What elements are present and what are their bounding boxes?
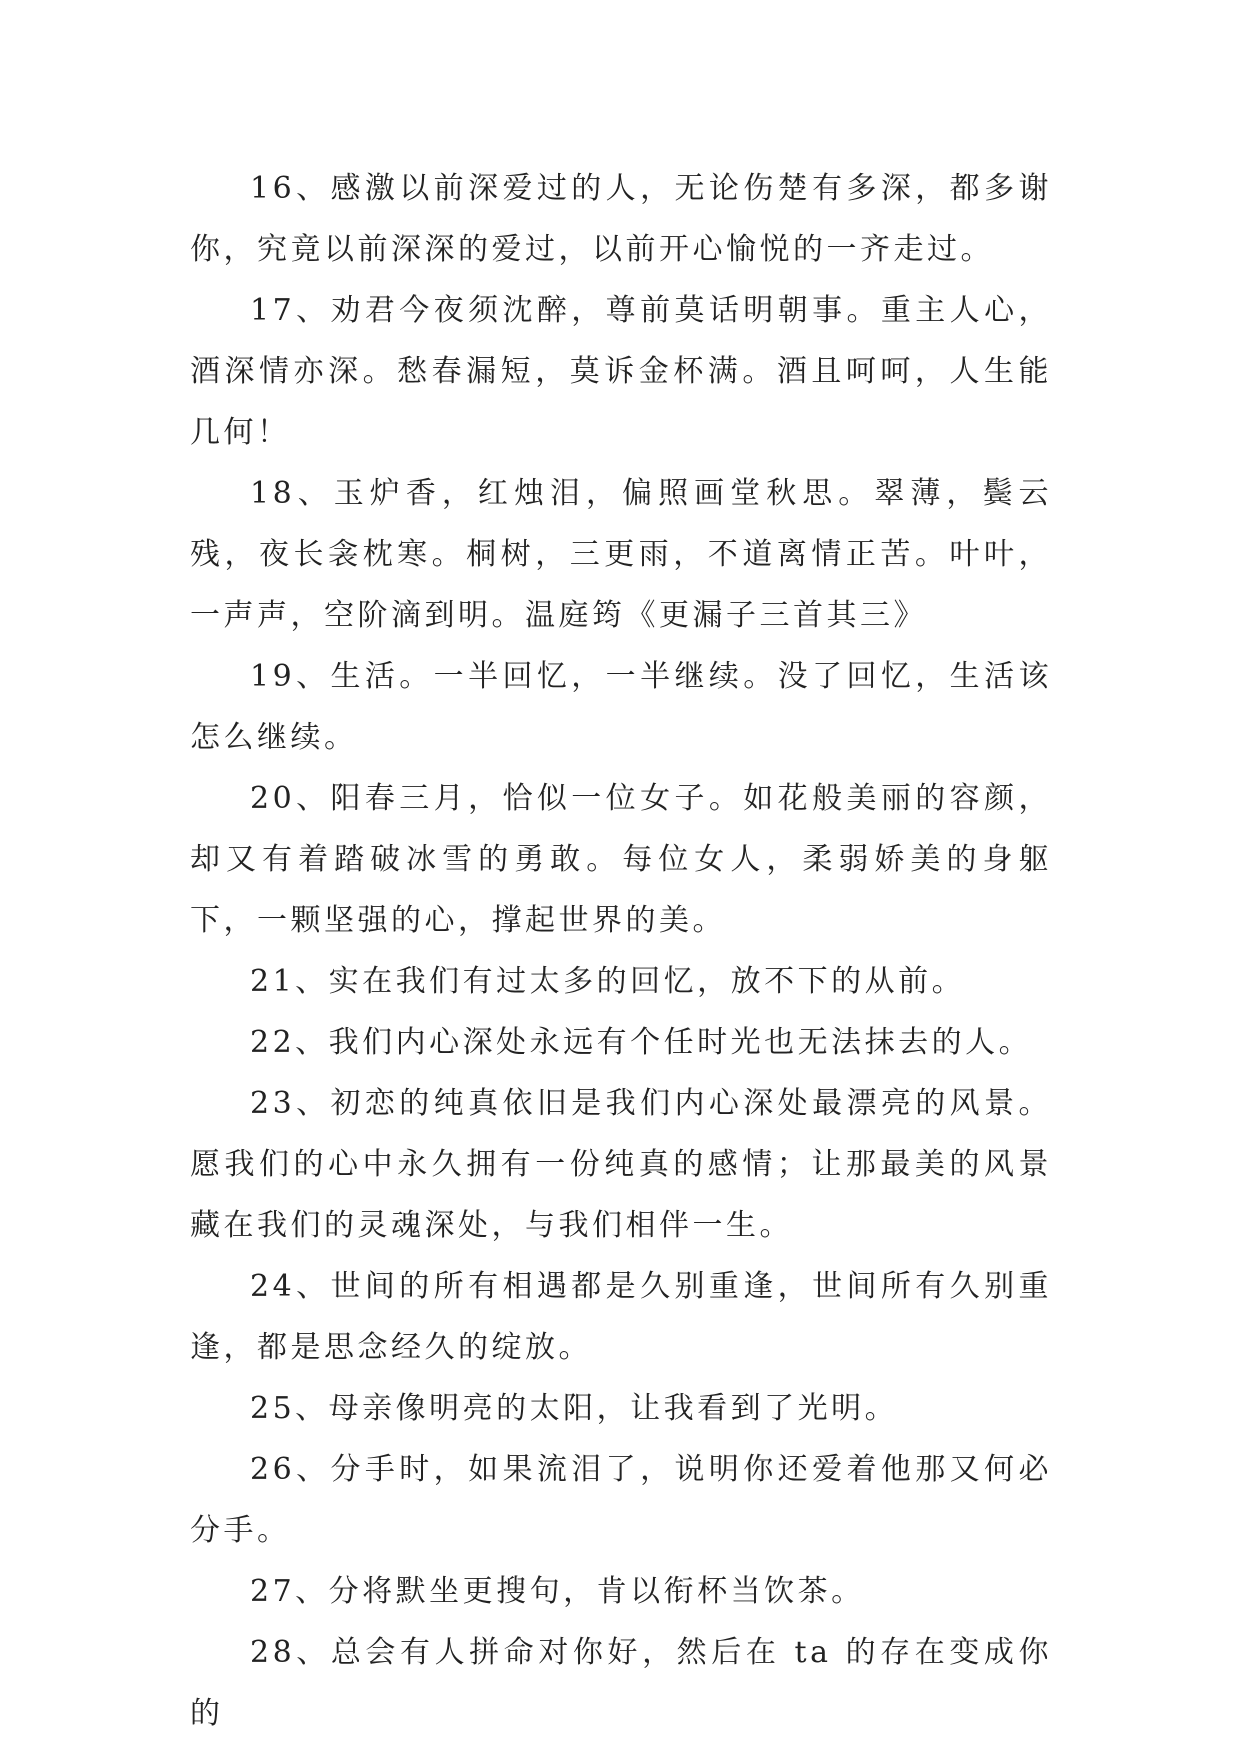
paragraph-25: 25、母亲像明亮的太阳，让我看到了光明。 xyxy=(250,1391,899,1426)
document-body xyxy=(190,158,1052,1744)
paragraph-20: 20、阳春三月，恰似一位女子。如花般美丽的容颜，却又有着踏破冰雪的勇敢。每位女人，柔弱娇美的身躯下，一颗坚强的心，撑起世界的美。 xyxy=(190,781,1052,938)
paragraph-26: 26、分手时，如果流泪了，说明你还爱着他那又何必分手。 xyxy=(190,1452,1052,1548)
paragraph-16: 16、感激以前深爱过的人，无论伤楚有多深，都多谢你，究竟以前深深的爱过，以前开心愉悦的一齐走过。 xyxy=(190,171,1052,267)
paragraph-18: 18、玉炉香，红烛泪，偏照画堂秋思。翠薄，鬓云残，夜长衾枕寒。桐树，三更雨，不道离情正苦。叶叶，一声声，空阶滴到明。温庭筠《更漏子三首其三》 xyxy=(190,476,1052,633)
paragraph-19: 19、生活。一半回忆，一半继续。没了回忆，生活该怎么继续。 xyxy=(190,659,1052,755)
paragraph-17: 17、劝君今夜须沈醉，尊前莫话明朝事。重主人心，酒深情亦深。愁春漏短，莫诉金杯满。酒且呵呵，人生能几何！ xyxy=(190,293,1052,450)
paragraph-24: 24、世间的所有相遇都是久别重逢，世间所有久别重逢，都是思念经久的绽放。 xyxy=(190,1269,1052,1365)
paragraph-21: 21、实在我们有过太多的回忆，放不下的从前。 xyxy=(250,964,966,999)
paragraph-27: 27、分将默坐更搜句，肯以衔杯当饮茶。 xyxy=(250,1574,865,1609)
paragraph-23: 23、初恋的纯真依旧是我们内心深处最漂亮的风景。愿我们的心中永久拥有一份纯真的感情；让那最美的风景藏在我们的灵魂深处，与我们相伴一生。 xyxy=(190,1086,1052,1243)
paragraph-28: 28、总会有人拼命对你好，然后在 ta 的存在变成你的 xyxy=(190,1635,1052,1731)
paragraph-22: 22、我们内心深处永远有个任时光也无法抹去的人。 xyxy=(250,1025,1033,1060)
